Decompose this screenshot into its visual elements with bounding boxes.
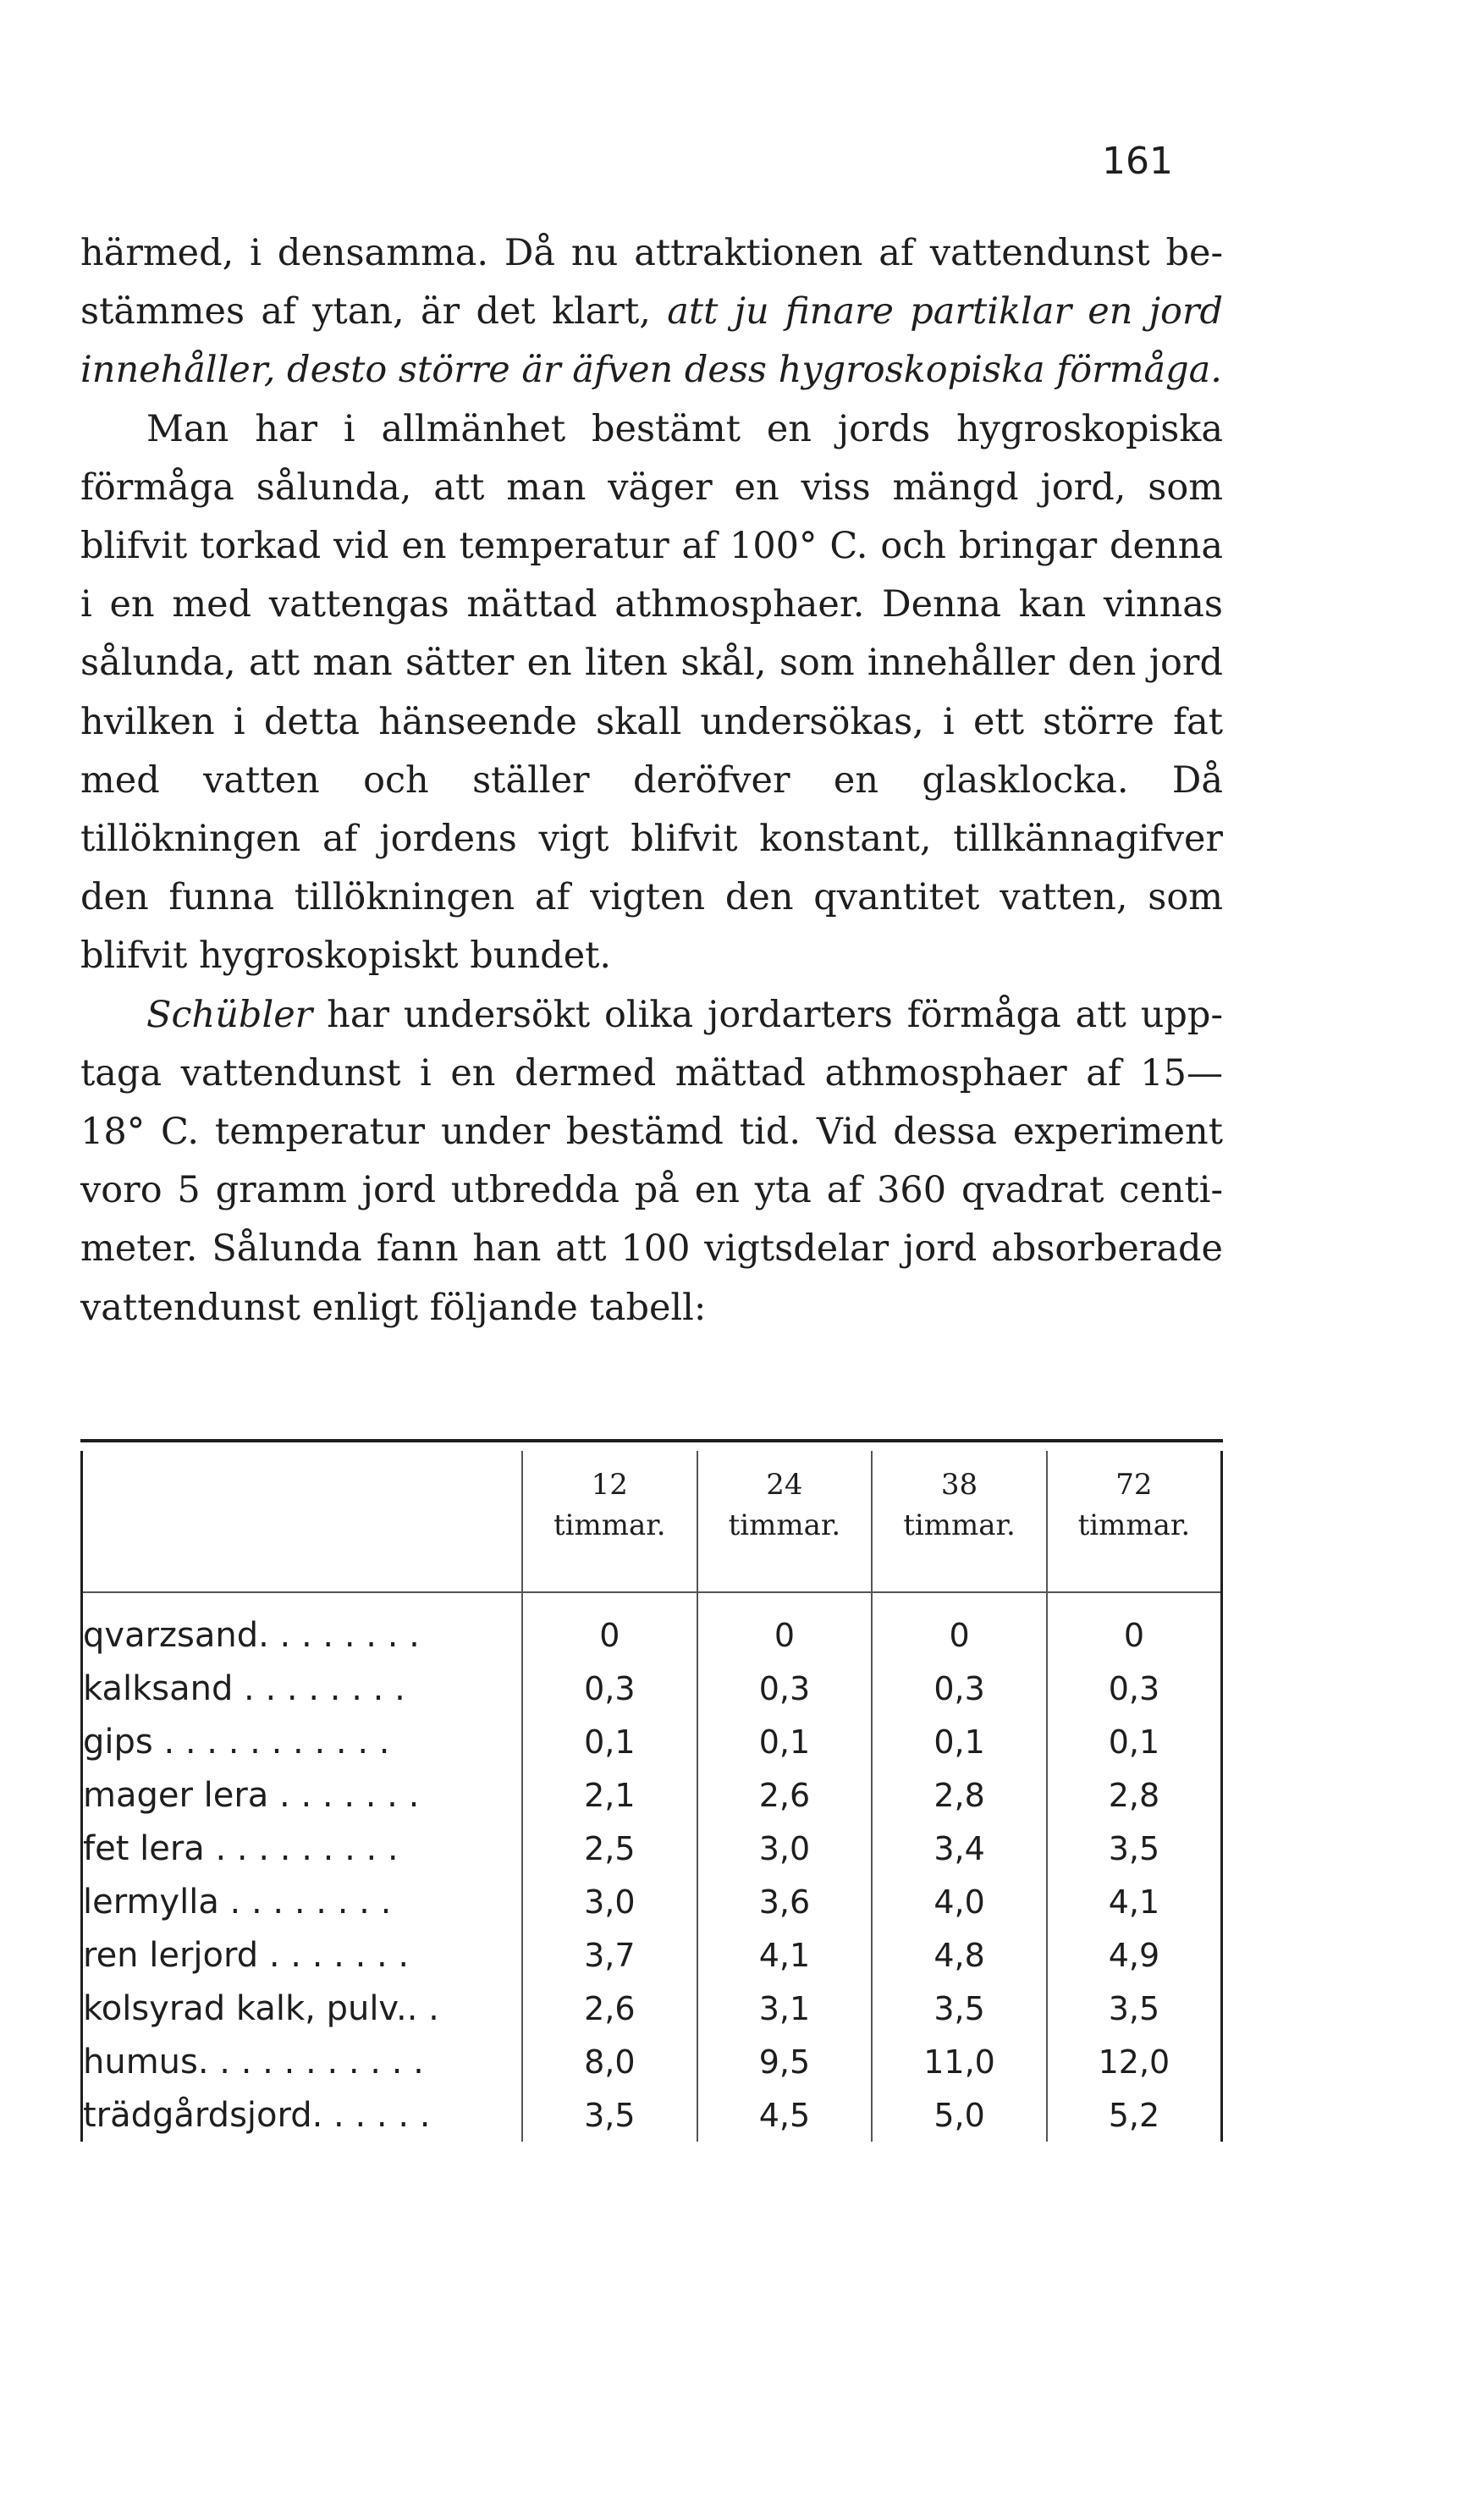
- cell-38h: 2,8: [872, 1768, 1047, 1822]
- cell-38h: 5,0: [872, 2088, 1047, 2142]
- cell-12h: 0: [522, 1592, 697, 1662]
- cell-24h: 4,1: [697, 1928, 873, 1982]
- cell-72h: 4,9: [1047, 1928, 1222, 1982]
- cell-12h: 8,0: [522, 2035, 697, 2088]
- absorption-table: [80, 1451, 1223, 2142]
- paragraph-2: Man har i allmänhet bestämt en jords hygroskopiska förmåga sålunda, att man väger en viss mängd jord, som blifvit torkad vid en temperatur af 100° C. och bringar denna i en med vattengas mättad athmosphaer. Denna kan vinnas sålunda, att man sätter en liten skål, som innehåller den jord hvilken i detta hänseende skall undersökas, i ett större fat med vatten och ställer deröfver en glasklocka. Då tillökningen af jordens vigt blifvit konstant, tillkännagifver den funna tillökningen af vigten den qvantitet vatten, som blifvit hygroskopiskt bundet.: [80, 407, 1223, 978]
- header-hours: 24: [766, 1468, 803, 1502]
- cell-72h: 3,5: [1047, 1822, 1222, 1875]
- row-label: kolsyrad kalk, pulv.. .: [82, 1982, 522, 2035]
- cell-72h: 0,3: [1047, 1662, 1222, 1715]
- cell-24h: 4,5: [697, 2088, 873, 2142]
- paragraph-1-emphasis: att ju finare partiklar en jord innehåller, desto större är äfven dess hygroskopiska förmåga.: [80, 290, 1223, 392]
- row-label: mager lera . . . . . . .: [82, 1768, 522, 1822]
- header-unit: timmar.: [728, 1508, 841, 1542]
- cell-12h: 3,7: [522, 1928, 697, 1982]
- header-hours: 12: [591, 1468, 628, 1502]
- table-row: [82, 1592, 1222, 1662]
- cell-72h: 5,2: [1047, 2088, 1222, 2142]
- cell-12h: 3,5: [522, 2088, 697, 2142]
- row-label: trädgårdsjord. . . . . .: [82, 2088, 522, 2142]
- cell-24h: 3,6: [697, 1875, 873, 1928]
- header-unit: timmar.: [553, 1508, 666, 1542]
- cell-12h: 2,1: [522, 1768, 697, 1822]
- cell-12h: 2,6: [522, 1982, 697, 2035]
- paragraph-3-text: har undersökt olika jordarters förmåga att upptaga vattendunst i en dermed mättad athmosphaer af 15—18° C. temperatur under bestämd tid. Vid dessa experiment voro 5 gramm jord utbredda på en yta af 360 qvadrat centimeter. Sålunda fann han att 100 vigtsdelar jord absorberade vattendunst enligt följande tabell:: [80, 993, 1223, 1329]
- table-row: [82, 1822, 1222, 1875]
- table-row: [82, 1875, 1222, 1928]
- cell-24h: 3,0: [697, 1822, 873, 1875]
- cell-72h: 2,8: [1047, 1768, 1222, 1822]
- header-hours: 38: [940, 1468, 978, 1502]
- paragraph-3: [80, 986, 1223, 1337]
- paragraph-1: [80, 224, 1223, 400]
- cell-12h: 2,5: [522, 1822, 697, 1875]
- header-unit: timmar.: [903, 1508, 1016, 1542]
- cell-38h: 4,0: [872, 1875, 1047, 1928]
- row-label: qvarzsand. . . . . . . .: [82, 1592, 522, 1662]
- table-header-blank: [82, 1451, 522, 1592]
- cell-72h: 3,5: [1047, 1982, 1222, 2035]
- cell-24h: 2,6: [697, 1768, 873, 1822]
- cell-38h: 3,5: [872, 1982, 1047, 2035]
- table-header-row: [82, 1451, 1222, 1592]
- table-header-12h: [522, 1451, 697, 1592]
- row-label: gips . . . . . . . . . . .: [82, 1715, 522, 1768]
- cell-24h: 3,1: [697, 1982, 873, 2035]
- table-row: [82, 1715, 1222, 1768]
- row-label: fet lera . . . . . . . . .: [82, 1822, 522, 1875]
- paragraph-1-text: härmed, i densamma. Då nu attraktionen af vattendunst bestämmes af ytan, är det klart,: [80, 232, 1223, 334]
- cell-38h: 0,1: [872, 1715, 1047, 1768]
- cell-24h: 0: [697, 1592, 873, 1662]
- header-unit: timmar.: [1077, 1508, 1191, 1542]
- table-row: [82, 1982, 1222, 2035]
- cell-38h: 11,0: [872, 2035, 1047, 2088]
- table-header-38h: [872, 1451, 1047, 1592]
- cell-72h: 0: [1047, 1592, 1222, 1662]
- cell-72h: 4,1: [1047, 1875, 1222, 1928]
- author-name: Schübler: [146, 993, 313, 1036]
- cell-38h: 0,3: [872, 1662, 1047, 1715]
- cell-12h: 3,0: [522, 1875, 697, 1928]
- table-row: [82, 2035, 1222, 2088]
- row-label: kalksand . . . . . . . .: [82, 1662, 522, 1715]
- cell-38h: 0: [872, 1592, 1047, 1662]
- body-text: [80, 224, 1223, 1337]
- table-row: [82, 1768, 1222, 1822]
- cell-72h: 12,0: [1047, 2035, 1222, 2088]
- header-hours: 72: [1115, 1468, 1153, 1502]
- cell-12h: 0,3: [522, 1662, 697, 1715]
- page-number: 161: [1102, 140, 1173, 183]
- row-label: humus. . . . . . . . . . .: [82, 2035, 522, 2088]
- table-header-24h: [697, 1451, 873, 1592]
- row-label: lermylla . . . . . . . .: [82, 1875, 522, 1928]
- row-label: ren lerjord . . . . . . .: [82, 1928, 522, 1982]
- table-top-rule: [80, 1439, 1223, 1442]
- table-row: [82, 1928, 1222, 1982]
- cell-12h: 0,1: [522, 1715, 697, 1768]
- cell-72h: 0,1: [1047, 1715, 1222, 1768]
- table-header-72h: [1047, 1451, 1222, 1592]
- table-row: [82, 2088, 1222, 2142]
- cell-24h: 0,3: [697, 1662, 873, 1715]
- cell-24h: 0,1: [697, 1715, 873, 1768]
- cell-38h: 4,8: [872, 1928, 1047, 1982]
- cell-24h: 9,5: [697, 2035, 873, 2088]
- table-row: [82, 1662, 1222, 1715]
- cell-38h: 3,4: [872, 1822, 1047, 1875]
